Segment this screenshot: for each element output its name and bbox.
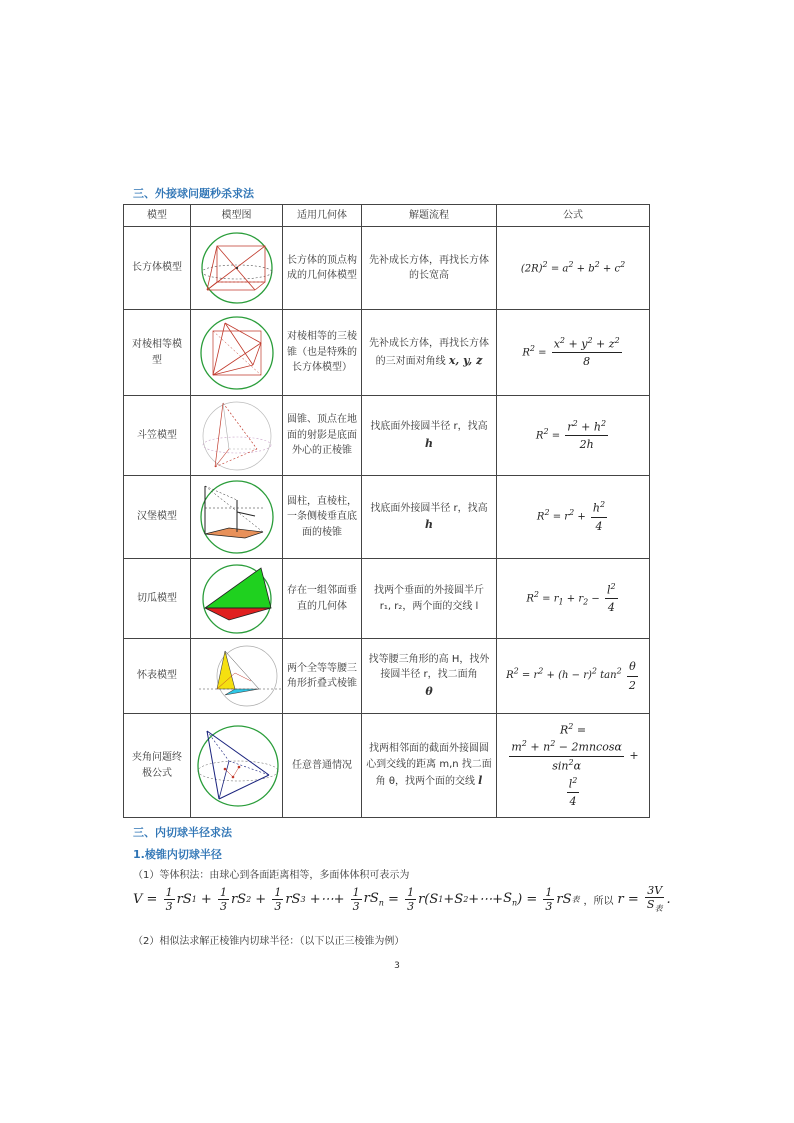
process-text: 找底面外接圆半径 r，找高 h [362, 476, 497, 559]
formula-cuboid: $(2R)^2 = a^2 + b^2 + c^2$ [497, 227, 650, 310]
header-process: 解题流程 [362, 205, 497, 227]
formula-melon-cut: $R^2 = r_1 + r_2$ − $\frac{l^2}{4}$ [497, 559, 650, 639]
geometry-text: 圆柱，直棱柱，一条侧棱垂直底面的棱锥 [283, 476, 362, 559]
geometry-text: 圆锥、顶点在地面的射影是底面外心的正棱锥 [283, 396, 362, 476]
process-text: 先补成长方体，再找长方体的长宽高 [362, 227, 497, 310]
geometry-text: 存在一组邻面垂直的几何体 [283, 559, 362, 639]
process-text: 找等腰三角形的高 H，找外接圆半径 r，找二面角 θ [362, 639, 497, 714]
table-row [124, 639, 650, 714]
volume-equation: V = $\frac{1}{3}$ rS 1 + $\frac{1}{3}$ rS 2 + $\frac{1}{3}$ rS 3 +⋯+ $\frac{1}{3}$ $rS_n$ = $\frac{1}{3}$ r ( S 1 + S 2 +⋯+ $S_n$ ) = $\frac{1}{3}$ rS 表 ，所以 r = $\frac{3V}{S_表}$ . [133, 884, 671, 914]
header-formula: 公式 [497, 205, 650, 227]
table-row [124, 714, 650, 818]
figure-melon-cut [191, 559, 283, 639]
geometry-text: 两个全等等腰三角形折叠式棱锥 [283, 639, 362, 714]
section-title-outer-sphere: 三、外接球问题秒杀求法 [133, 187, 254, 200]
table-header-row [124, 205, 650, 227]
header-geometry: 适用几何体 [283, 205, 362, 227]
figure-hamburger [191, 476, 283, 559]
geometry-text: 长方体的顶点构成的几何体模型 [283, 227, 362, 310]
formula-angle-ultimate: $R^2$ = $\frac{m^2 + n^2 - 2mncos\alpha}{\sin^2\alpha}$ + $\frac{l^2}{4}$ [497, 714, 650, 818]
header-figure: 模型图 [191, 205, 283, 227]
models-table [123, 204, 650, 818]
table-row [124, 559, 650, 639]
model-name: 切瓜模型 [124, 559, 191, 639]
table-row [124, 476, 650, 559]
page-number: 3 [394, 961, 400, 971]
model-name: 对棱相等模型 [124, 310, 191, 396]
subsection-title: 1.棱锥内切球半径 [133, 848, 222, 861]
figure-pocket-watch [191, 639, 283, 714]
equation-connector-text: ，所以 [583, 895, 614, 907]
formula-pocket-watch: $R^2 = r^2 + (h - r)^2$ $\tan^2$ $\frac{\theta}{2}$ [497, 639, 650, 714]
model-name: 长方体模型 [124, 227, 191, 310]
process-text: 找两相邻面的截面外接圆圆心到交线的距离 m,n 找二面角 θ，找两个面的交线 l [362, 714, 497, 818]
figure-equal-opposite-edges [191, 310, 283, 396]
formula-cone-hat: $R^2$ = $\frac{r^2 + h^2}{2h}$ [497, 396, 650, 476]
geometry-text: 对棱相等的三棱锥（也是特殊的长方体模型） [283, 310, 362, 396]
model-name: 汉堡模型 [124, 476, 191, 559]
model-name: 夹角问题终极公式 [124, 714, 191, 818]
figure-angle-ultimate [191, 714, 283, 818]
formula-hamburger: $R^2 = r^2$ + $\frac{h^2}{4}$ [497, 476, 650, 559]
process-text: 先补成长方体，再找长方体的三对面对角线 x, y, z [362, 310, 497, 396]
geometry-text: 任意普通情况 [283, 714, 362, 818]
section-title-inner-sphere: 三、内切球半径求法 [133, 826, 232, 839]
formula-equal-opposite-edges: $R^2$ = $\frac{x^2 + y^2 + z^2}{8}$ [497, 310, 650, 396]
paragraph-equal-volume: （1）等体积法：由球心到各面距离相等，多面体体积可表示为 [133, 870, 410, 881]
process-text: 找底面外接圆半径 r，找高 h [362, 396, 497, 476]
figure-cuboid [191, 227, 283, 310]
table-row [124, 227, 650, 310]
paragraph-similarity-method: （2）相似法求解正棱锥内切球半径：（以下以正三棱锥为例） [133, 936, 405, 947]
process-text: 找两个垂面的外接圆半斤 r₁, r₂，两个面的交线 l [362, 559, 497, 639]
figure-cone-hat [191, 396, 283, 476]
model-name: 怀表模型 [124, 639, 191, 714]
table-row [124, 310, 650, 396]
table-row [124, 396, 650, 476]
model-name: 斗笠模型 [124, 396, 191, 476]
header-model: 模型 [124, 205, 191, 227]
